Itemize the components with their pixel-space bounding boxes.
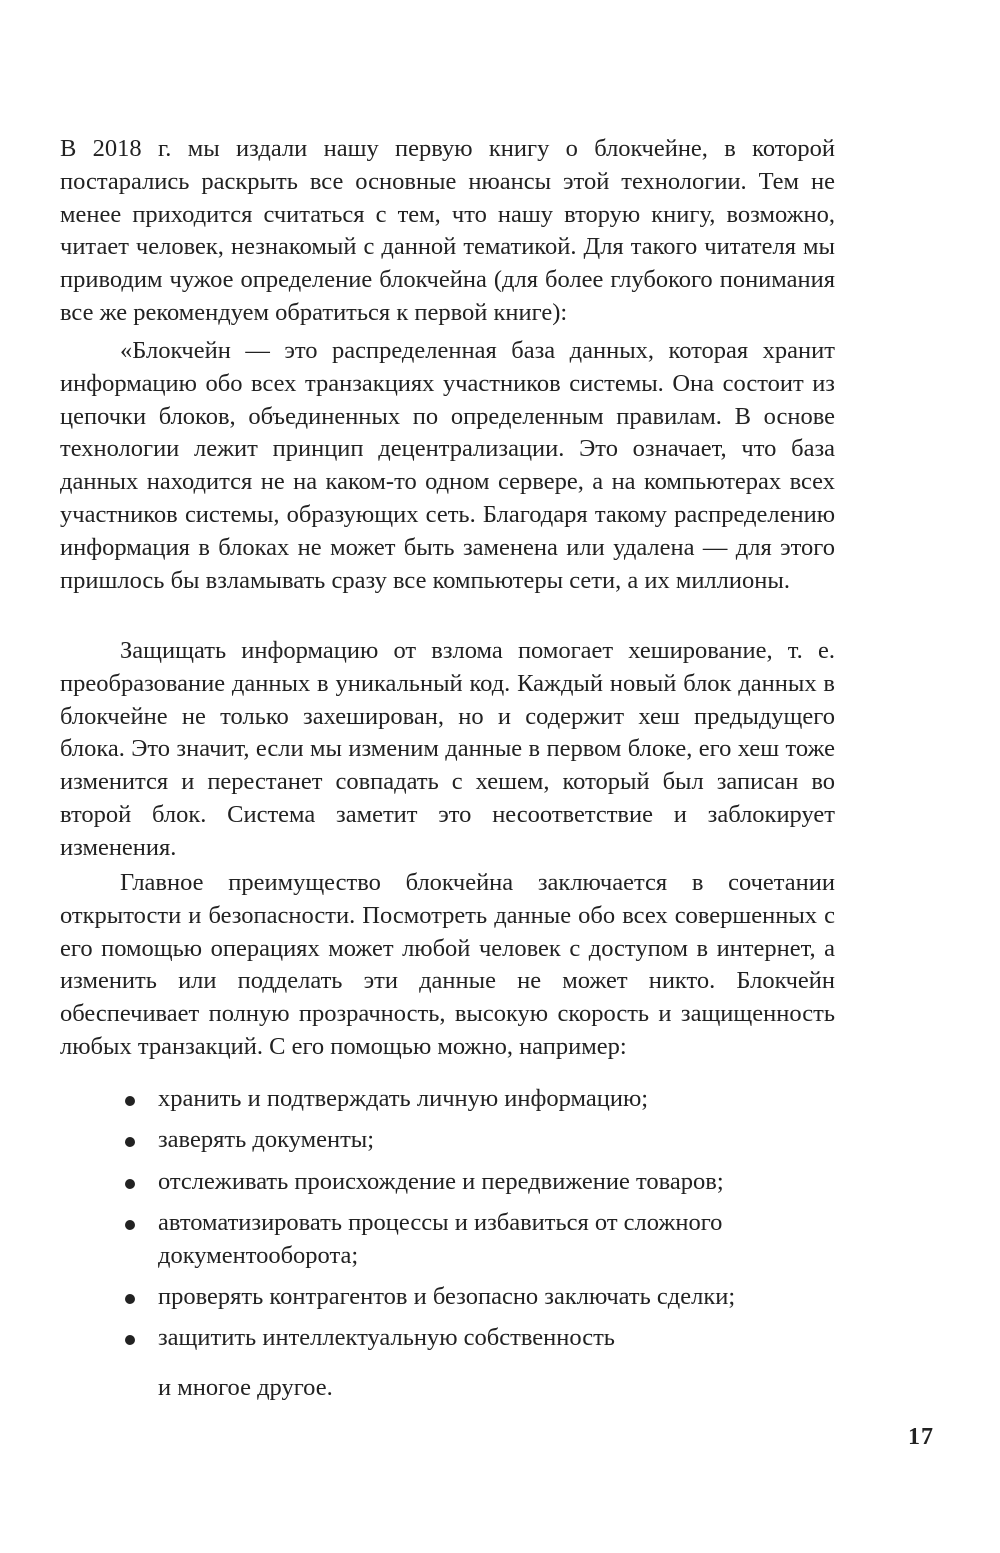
closing-line: и многое другое. bbox=[158, 1374, 333, 1401]
usage-list bbox=[120, 1083, 840, 1364]
paragraph-advantages: Главное преимущество блокчейна заключается в сочетании открытости и безопасности. Посмотреть данные обо всех совершенных с его помощью операциях может любой человек с доступом в интернет, а изменить или подделать эти данные не может никто. Блокчейн обеспечивает полную прозрачность, высокую скорость и защищенность любых транзакций. С его помощью можно, например: bbox=[60, 869, 835, 1060]
list-item-text: автоматизировать процессы и избавиться от сложного документооборота; bbox=[158, 1208, 723, 1269]
bullet-icon bbox=[125, 1179, 135, 1189]
list-item bbox=[120, 1322, 840, 1355]
list-item bbox=[120, 1166, 840, 1199]
paragraph-quote: «Блокчейн — это распределенная база данных, которая хранит информацию обо всех транзакциях участников системы. Она состоит из цепочки блоков, объединенных по определенным правилам. В основе технологии лежит принцип децентрализации. Это означает, что база данных находится не на каком-то одном сервере, а на компьютерах всех участников системы, образующих сеть. Благодаря такому распределению информация в блоках не может быть заменена или удалена — для этого пришлось бы взламывать сразу все компьютеры сети, а их миллионы. bbox=[60, 337, 835, 594]
bullet-icon bbox=[125, 1137, 135, 1147]
bullet-icon bbox=[125, 1096, 135, 1106]
list-item-text: хранить и подтверждать личную информацию; bbox=[158, 1085, 649, 1112]
bullet-icon bbox=[125, 1294, 135, 1304]
list-item-text: проверять контрагентов и безопасно заключать сделки; bbox=[158, 1282, 736, 1310]
list-item bbox=[120, 1281, 840, 1314]
bullet-icon bbox=[125, 1220, 135, 1230]
paragraph-hashing: Защищать информацию от взлома помогает хеширование, т. е. преобразование данных в уникальный код. Каждый новый блок данных в блокчейне не только захеширован, но и содержит хеш предыдущего блока. Это значит, если мы изменим данные в первом блоке, его хеш тоже изменится и перестанет совпадать с хешем, который был записан во второй блок. Система заметит это несоответствие и заблокирует изменения. bbox=[60, 637, 835, 861]
list-item-text: защитить интеллектуальную собственность bbox=[158, 1324, 615, 1352]
list-item bbox=[120, 1124, 840, 1157]
page-number: 17 bbox=[908, 1424, 934, 1450]
list-item-text: заверять документы; bbox=[158, 1126, 375, 1154]
bullet-icon bbox=[125, 1335, 135, 1345]
list-item-text: отслеживать происхождение и передвижение товаров; bbox=[158, 1167, 724, 1195]
list-item bbox=[120, 1083, 840, 1116]
paragraph-intro: В 2018 г. мы издали нашу первую книгу о блокчейне, в которой постарались раскрыть все основные нюансы этой технологии. Тем не менее приходится считаться с тем, что нашу вторую книгу, возможно, читает человек, незнакомый с данной тематикой. Для такого читателя мы приводим чужое определение блокчейна (для более глубокого понимания все же рекомендуем обратиться к первой книге): bbox=[60, 135, 835, 326]
list-item bbox=[120, 1207, 840, 1273]
